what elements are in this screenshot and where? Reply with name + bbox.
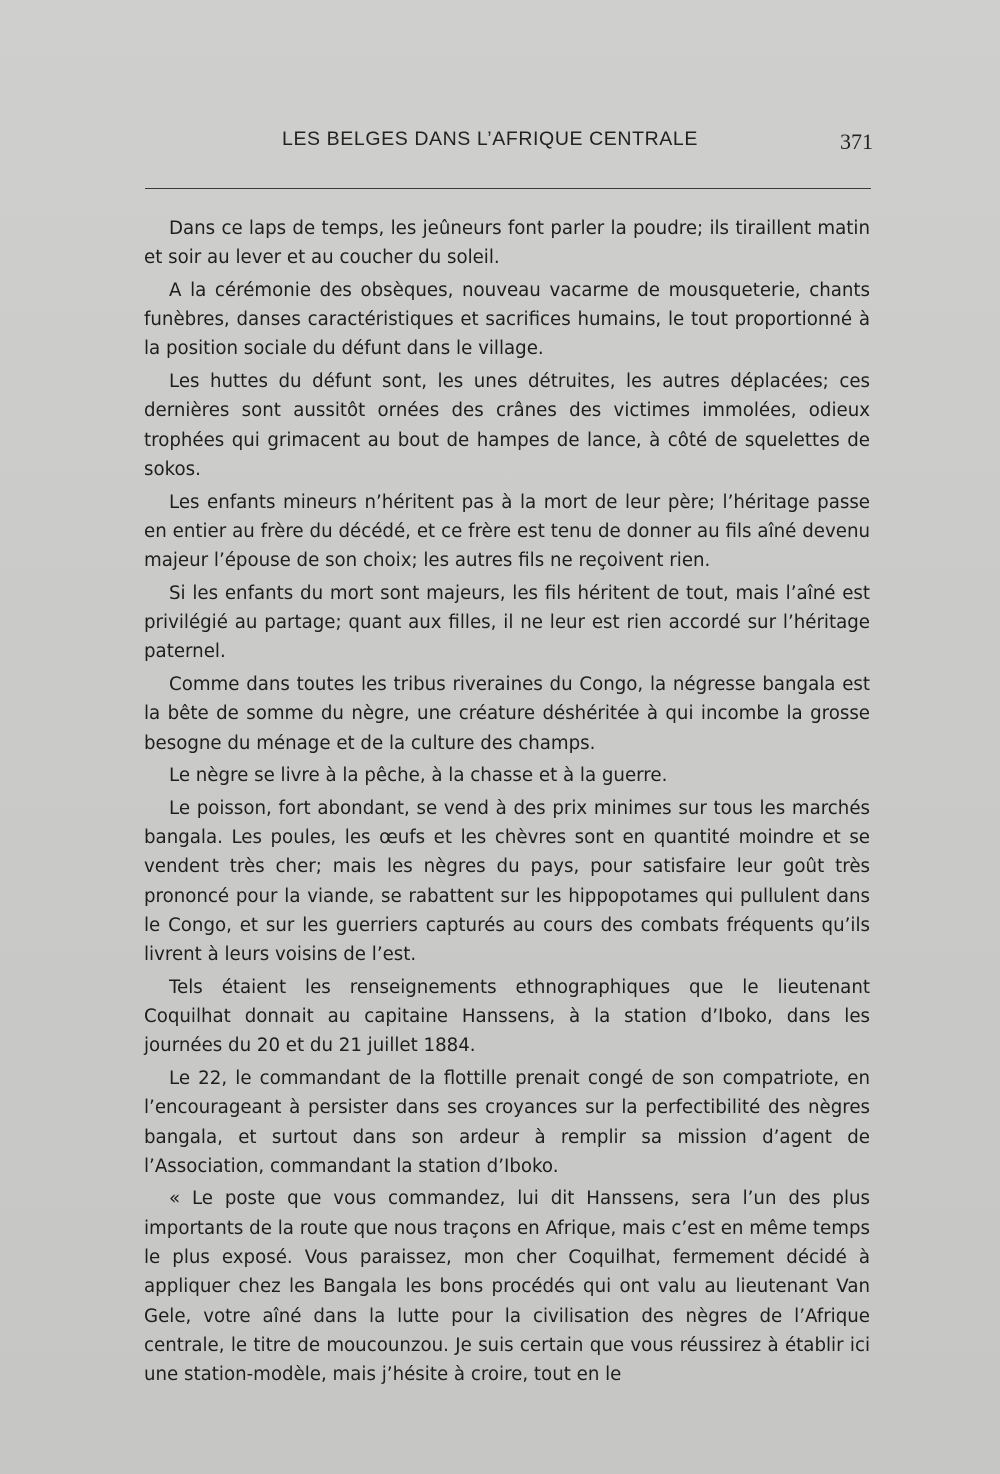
- paragraph: Les huttes du défunt sont, les unes détruites, les autres déplacées; ces dernières sont aussitôt ornées des crânes des victimes immolées, odieux trophées qui grimacent au bout de hampes de lance, à côté de squelettes de sokos.: [144, 371, 870, 480]
- running-title: LES BELGES DANS L’AFRIQUE CENTRALE: [282, 128, 698, 150]
- paragraph: A la cérémonie des obsèques, nouveau vacarme de mousqueterie, chants funèbres, danses caractéristiques et sacrifices humains, le tout proportionné à la position sociale du défunt dans le village.: [144, 279, 870, 360]
- paragraph: Comme dans toutes les tribus riveraines du Congo, la négresse bangala est la bête de somme du nègre, une créature déshéritée à qui incombe la grosse besogne du ménage et de la culture des champs.: [144, 673, 870, 754]
- paragraph: Si les enfants du mort sont majeurs, les fils héritent de tout, mais l’aîné est privilégié au partage; quant aux filles, il ne leur est rien accordé sur l’héritage paternel.: [144, 582, 870, 663]
- page-number: 371: [840, 129, 873, 154]
- header-rule: [145, 188, 871, 189]
- page-header: [145, 128, 873, 168]
- paragraph: Dans ce laps de temps, les jeûneurs font parler la poudre; ils tiraillent matin et soir au lever et au coucher du soleil.: [144, 218, 870, 269]
- paragraph: Tels étaient les renseignements ethnographiques que le lieutenant Coquilhat donnait au capitaine Hanssens, à la station d’Iboko, dans les journées du 20 et du 21 juillet 1884.: [144, 976, 870, 1057]
- paragraph: Les enfants mineurs n’héritent pas à la mort de leur père; l’héritage passe en entier au frère du décédé, et ce frère est tenu de donner au fils aîné devenu majeur l’épouse de son choix; les autres fils ne reçoivent rien.: [144, 491, 870, 572]
- paragraph: « Le poste que vous commandez, lui dit Hanssens, sera l’un des plus importants de la route que nous traçons en Afrique, mais c’est en même temps le plus exposé. Vous paraissez, mon cher Coquilhat, fermement décidé à appliquer chez les Bangala les bons procédés qui ont valu au lieutenant Van Gele, votre aîné dans la lutte pour la civilisation des nègres de l’Afrique centrale, le titre de moucounzou. Je suis certain que vous réussirez à établir ici une station-modèle, mais j’hésite à croire, tout en le: [144, 1188, 870, 1386]
- paragraph: Le 22, le commandant de la flottille prenait congé de son compatriote, en l’encourageant à persister dans ses croyances sur la perfectibilité des nègres bangala, et surtout dans son ardeur à remplir sa mission d’agent de l’Association, commandant la station d’Iboko.: [144, 1067, 870, 1177]
- body-text: [144, 214, 870, 1393]
- paragraph: Le nègre se livre à la pêche, à la chasse et à la guerre.: [169, 765, 668, 787]
- paragraph: Le poisson, fort abondant, se vend à des prix minimes sur tous les marchés bangala. Les poules, les œufs et les chèvres sont en quantité moindre et se vendent très cher; mais les nègres du pays, pour satisfaire leur goût très prononcé pour la viande, se rabattent sur les hippopotames qui pullulent dans le Congo, et sur les guerriers capturés au cours des combats fréquents qu’ils livrent à leurs voisins de l’est.: [144, 797, 870, 966]
